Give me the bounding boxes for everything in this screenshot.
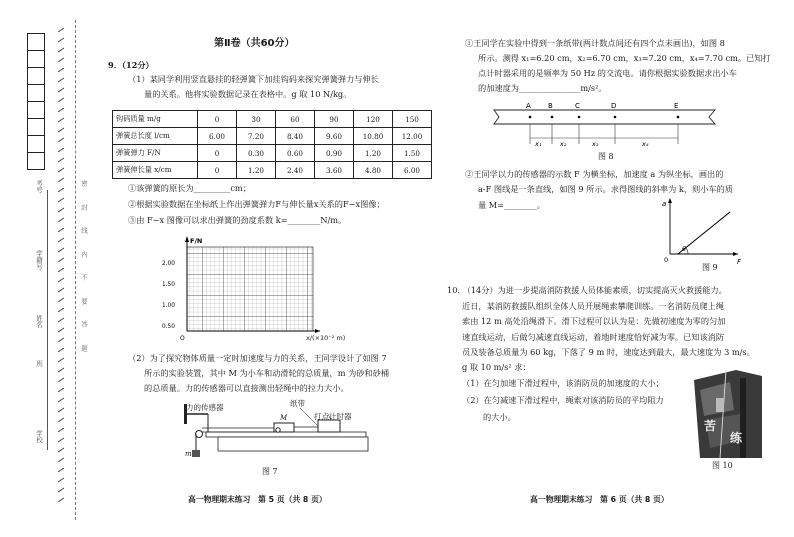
origin-label: O [180, 335, 185, 342]
segment-label: x₂ [560, 140, 567, 148]
seal-dashed-line [75, 20, 76, 520]
figure-8-tape [490, 100, 730, 150]
q10-line5: 员及装备总质量为 60 kg，下落了 9 m 时，速度达到最大，最大速度为 3 m/s。 [462, 347, 755, 357]
right-page-footer: 高一物理期末练习 第 6 页（共 8 页） [530, 495, 669, 504]
y-tick-label: 2.00 [162, 261, 175, 267]
q9-c1-line4: 的加速度为_______________m/s²。 [478, 83, 607, 93]
point-label: E [674, 102, 679, 110]
fig8-caption: 图 8 [598, 152, 614, 161]
spring-data-table [112, 110, 432, 179]
exam-number-boxes[interactable] [27, 33, 45, 170]
q9-part2-line1: （2）为了探究物体质量一定时加速度与力的关系，王同学设计了如图 7 [128, 353, 387, 363]
fig7-tape-label: 纸带 [290, 399, 305, 408]
table-row: 弹簧总长度 l/cm 6.00 7.20 8.40 9.60 10.80 12.00 [113, 128, 432, 145]
angle-label: θ [682, 245, 686, 253]
field-name: 姓名 [35, 315, 43, 328]
y-axis-arrow [185, 236, 189, 242]
segment-label: x₄ [642, 140, 649, 148]
q9-step3: ③由 F−x 图像可以求出弹簧的劲度系数 k=________N/m。 [128, 215, 347, 225]
q9-c1-line2: 所示。测得 x₁=6.20 cm，x₂=6.70 cm，x₃=7.20 cm，x₄=7.70 cm。已知打 [478, 53, 771, 63]
table-row: 钩码质量 m/g 0 30 60 90 120 150 [113, 111, 432, 128]
q10-line3: 索由 12 m 高处沿绳滑下。滑下过程可以认为是：先做初速度为零的匀加 [462, 316, 726, 326]
section-title: 第Ⅱ卷（共60分） [214, 38, 295, 49]
fig7-mass-label: m [185, 450, 192, 458]
q9-part1-line2: 量的关系。他将实验数据记录在表格中。g 取 10 N/kg。 [144, 89, 352, 99]
fig7-cart-label: M [280, 414, 288, 422]
point-label: A [526, 102, 531, 110]
q9-step2: ②根据实验数据在坐标纸上作出弹簧弹力F与伸长量x关系的F−x图像； [128, 199, 385, 209]
field-student-id: 学籍号 [35, 250, 43, 270]
fig7-timer-label: 打点计时器 [314, 412, 352, 421]
q9-c2-line2: a-F 图线是一条直线，如图 9 所示。求得图线的斜率为 k，则小车的质 [478, 184, 733, 194]
q9-header: 9．（12分） [108, 60, 154, 70]
q9-part1-line1: （1）某同学利用竖直悬挂的轻弹簧下加挂钩码来探究弹簧弹力与伸长 [128, 74, 379, 84]
point-label: D [611, 102, 617, 110]
y-tick-label: 1.00 [162, 303, 175, 309]
grid-area[interactable] [187, 247, 313, 331]
photo-sign-char: 苦 [704, 419, 717, 433]
q10-line1: 10. （14分）为进一步提高消防救援人员体能素质，切实提高灭火救援能力。 [447, 285, 727, 295]
q9-part2-line2: 所示的实验装置，其中 M 为小车和动滑轮的总质量，m 为砂和砂桶 [144, 368, 390, 378]
x-axis-arrow [315, 329, 320, 333]
binding-margin [0, 0, 95, 537]
field-exam-number: 考号 [35, 180, 43, 193]
x-axis-label: x/(×10⁻² m) [306, 334, 346, 342]
q10-sub2a: （2）在匀减速下滑过程中，绳索对该消防员的平均阻力 [462, 395, 664, 405]
segment-label: x₃ [592, 140, 599, 148]
y-axis-label: a [662, 200, 667, 208]
fig7-caption: 图 7 [262, 467, 278, 476]
point-label: C [575, 102, 580, 110]
q9-step1: ①该弹簧的原长为_________cm； [128, 183, 251, 193]
q10-sub2b: 的大小。 [483, 412, 516, 422]
fig7-sensor-label: 力的传感器 [186, 403, 224, 412]
fig9-caption: 图 9 [702, 263, 718, 272]
table-row: 弹簧伸长量 x/cm 0 1.20 2.40 3.60 4.80 6.00 [113, 162, 432, 179]
q9-c2-line3: 量 M=________。 [478, 200, 545, 210]
table-row: 弹簧弹力 F/N 0 0.30 0.60 0.90 1.20 1.50 [113, 145, 432, 162]
photo-sign-char: 练 [730, 431, 743, 445]
fig10-caption: 图 10 [712, 461, 733, 470]
point-label: B [548, 102, 553, 110]
y-tick-label: 1.50 [162, 282, 175, 288]
figure-10-photo [690, 370, 762, 458]
q9-c1-line1: ①王同学在实验中得到一条纸带(两计数点间还有四个点未画出)，如图 8 [465, 38, 725, 48]
y-axis-label: F/N [190, 237, 203, 245]
fx-graph-paper[interactable] [160, 232, 330, 347]
q9-c2-line1: ②王同学以力的传感器的示数 F 为横坐标，加速度 a 为纵坐标，画出的 [465, 169, 724, 179]
y-tick-label: 0.50 [162, 324, 175, 330]
x-axis-label: F [737, 258, 742, 266]
slash-strip [55, 28, 67, 508]
field-school: 学校 [35, 430, 43, 443]
q10-sub1: （1）在匀加速下滑过程中，该消防员的加速度的大小； [462, 378, 664, 388]
figure-9-graph [660, 196, 745, 266]
field-class: 班 [35, 360, 43, 367]
q10-line2: 近日，某消防救援队组织全体人员开展绳索攀爬训练。一名消防员爬上绳 [462, 301, 725, 311]
origin-label: 0 [664, 256, 669, 264]
q10-line6: g 取 10 m/s² 求： [462, 362, 531, 372]
q9-part2-line3: 的总质量。力的传感器可以直接测出轻绳中的拉力大小。 [144, 383, 349, 393]
segment-label: x₁ [535, 140, 542, 148]
q9-c1-line3: 点计时器采用的是频率为 50 Hz 的交流电。请你根据实验数据求出小车 [478, 68, 737, 78]
field-lines[interactable] [47, 190, 49, 450]
q10-line4: 速直线运动，后做匀减速直线运动，着地时速度恰好减为零。已知该消防 [462, 332, 725, 342]
left-page-footer: 高一物理期末练习 第 5 页（共 8 页） [188, 495, 327, 504]
seal-line: 密 封 线 内 不 要 答 题 [80, 180, 88, 352]
